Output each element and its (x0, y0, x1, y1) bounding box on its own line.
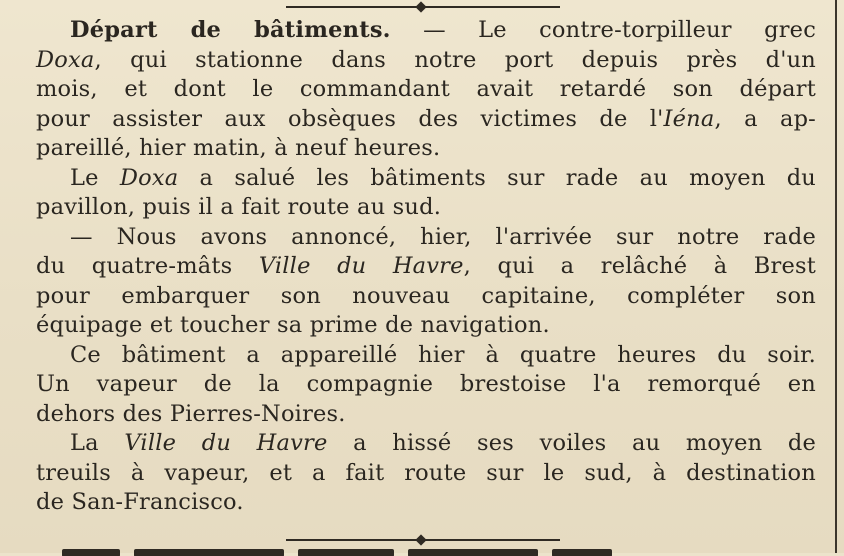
article-line (36, 164, 816, 194)
article-line: mois, et dont le commandant avait retardé son départ (36, 76, 816, 102)
ship-name: Doxa (36, 46, 95, 73)
text-run: a hissé ses voiles au moyen de (327, 430, 817, 456)
separator-diamond (415, 1, 426, 12)
text-run: pour assister aux obsèques des victimes de l' (36, 105, 664, 132)
article-line: Ce bâtiment a appareillé hier à quatre heures du soir. (70, 341, 816, 368)
text-run: La (70, 430, 125, 456)
article-body (36, 16, 816, 518)
text-run: a salué les bâtiments sur rade au moyen du (178, 164, 816, 191)
article-line (36, 16, 816, 46)
article-line (36, 46, 816, 76)
cropped-next-article-line (62, 542, 822, 556)
ship-name: Iéna (663, 105, 715, 132)
article-heading: Départ de bâtiments. (70, 17, 391, 43)
text-run: Le (70, 164, 120, 191)
article-line: de San-Francisco. (36, 489, 244, 515)
text-run: , qui stationne dans notre port depuis près d'un (94, 46, 816, 73)
ship-name: Ville du Havre (124, 430, 328, 456)
column-rule (835, 0, 837, 553)
article-line: pour embarquer son nouveau capitaine, compléter son (36, 282, 816, 309)
article-line: pavillon, puis il a fait route au sud. (36, 194, 442, 220)
article-line: dehors des Pierres-Noires. (36, 400, 346, 427)
text-run: , a ap- (714, 105, 816, 132)
article-line: équipage et toucher sa prime de navigation. (36, 312, 550, 338)
article-line (36, 429, 816, 459)
article-line: pareillé, hier matin, à neuf heures. (36, 135, 441, 161)
ship-name: Doxa (119, 164, 179, 191)
article-line: — Nous avons annoncé, hier, l'arrivée sur notre rade (70, 223, 816, 250)
article-line (36, 252, 816, 282)
article-line (36, 105, 816, 135)
article-line: Un vapeur de la compagnie brestoise l'a remorqué en (36, 371, 816, 397)
text-run: du quatre-mâts (36, 253, 259, 279)
ship-name: Ville du Havre (258, 253, 464, 279)
text-run: — Le contre-torpilleur grec (390, 17, 816, 43)
article-line: treuils à vapeur, et a fait route sur le sud, à destination (36, 459, 816, 486)
text-run: , qui a relâché à Brest (463, 253, 817, 279)
top-separator (286, 2, 560, 12)
